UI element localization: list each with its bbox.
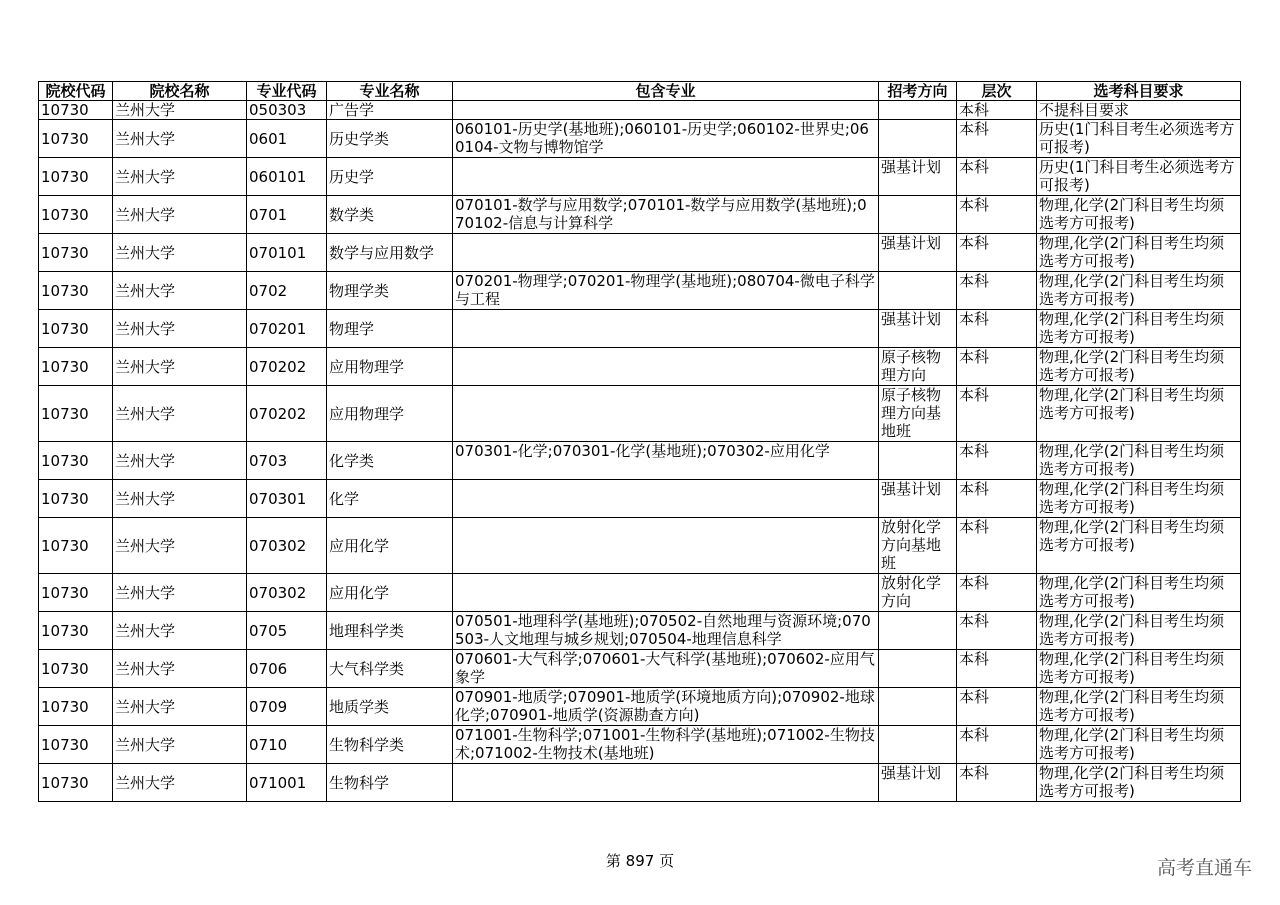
table-header-row [39,82,1241,101]
included-majors-cell [453,101,879,120]
col-header-school-name: 院校名称 [113,82,247,101]
watermark-text: 高考直通车 [1156,857,1252,879]
direction-cell [879,442,957,480]
direction-cell [879,612,957,650]
level-cell: 本科 [957,442,1037,480]
school-code-cell: 10730 [39,574,113,612]
level-cell: 本科 [957,518,1037,574]
included-majors-cell [453,234,879,272]
school-name-cell: 兰州大学 [113,234,247,272]
subject-requirement-cell: 物理,化学(2门科目考生均须选考方可报考) [1037,518,1241,574]
major-code-cell: 060101 [247,158,327,196]
direction-cell: 强基计划 [879,764,957,802]
level-cell: 本科 [957,574,1037,612]
school-name-cell: 兰州大学 [113,310,247,348]
included-majors-cell [453,348,879,386]
school-code-cell: 10730 [39,518,113,574]
subject-requirement-cell: 物理,化学(2门科目考生均须选考方可报考) [1037,726,1241,764]
table-row [39,348,1241,386]
level-cell: 本科 [957,726,1037,764]
major-name-cell: 应用物理学 [327,348,453,386]
major-name-cell: 广告学 [327,101,453,120]
major-name-cell: 应用化学 [327,574,453,612]
direction-cell: 放射化学方向 [879,574,957,612]
major-name-cell: 数学类 [327,196,453,234]
major-code-cell: 070302 [247,518,327,574]
school-name-cell: 兰州大学 [113,348,247,386]
table-row [39,101,1241,120]
table-row [39,480,1241,518]
col-header-major-code: 专业代码 [247,82,327,101]
major-code-cell: 0701 [247,196,327,234]
subject-requirement-cell: 物理,化学(2门科目考生均须选考方可报考) [1037,196,1241,234]
level-cell: 本科 [957,310,1037,348]
included-majors-cell: 070101-数学与应用数学;070101-数学与应用数学(基地班);070102-信息与计算科学 [453,196,879,234]
table-body [39,101,1241,802]
col-header-included-majors: 包含专业 [453,82,879,101]
major-code-cell: 050303 [247,101,327,120]
table-row [39,726,1241,764]
included-majors-cell [453,480,879,518]
school-name-cell: 兰州大学 [113,272,247,310]
major-name-cell: 历史学 [327,158,453,196]
included-majors-cell: 070601-大气科学;070601-大气科学(基地班);070602-应用气象学 [453,650,879,688]
major-name-cell: 物理学 [327,310,453,348]
table-row [39,574,1241,612]
school-code-cell: 10730 [39,688,113,726]
subject-requirement-cell: 物理,化学(2门科目考生均须选考方可报考) [1037,612,1241,650]
included-majors-cell: 070201-物理学;070201-物理学(基地班);080704-微电子科学与工程 [453,272,879,310]
level-cell: 本科 [957,120,1037,158]
included-majors-cell: 070501-地理科学(基地班);070502-自然地理与资源环境;070503-人文地理与城乡规划;070504-地理信息科学 [453,612,879,650]
major-code-cell: 0709 [247,688,327,726]
school-code-cell: 10730 [39,101,113,120]
major-code-cell: 0705 [247,612,327,650]
major-code-cell: 0710 [247,726,327,764]
major-code-cell: 070301 [247,480,327,518]
school-code-cell: 10730 [39,348,113,386]
school-name-cell: 兰州大学 [113,574,247,612]
school-code-cell: 10730 [39,442,113,480]
level-cell: 本科 [957,480,1037,518]
direction-cell: 放射化学方向基地班 [879,518,957,574]
level-cell: 本科 [957,158,1037,196]
school-name-cell: 兰州大学 [113,650,247,688]
school-code-cell: 10730 [39,726,113,764]
table-row [39,196,1241,234]
page-number: 第 897 页 [605,852,675,870]
table-row [39,650,1241,688]
table-row [39,688,1241,726]
school-code-cell: 10730 [39,650,113,688]
major-code-cell: 0703 [247,442,327,480]
table-row [39,158,1241,196]
table-row [39,272,1241,310]
direction-cell [879,101,957,120]
major-code-cell: 070302 [247,574,327,612]
major-code-cell: 071001 [247,764,327,802]
direction-cell: 强基计划 [879,234,957,272]
subject-requirement-cell: 物理,化学(2门科目考生均须选考方可报考) [1037,574,1241,612]
included-majors-cell [453,574,879,612]
school-name-cell: 兰州大学 [113,101,247,120]
direction-cell: 原子核物理方向 [879,348,957,386]
direction-cell: 强基计划 [879,158,957,196]
table-row [39,310,1241,348]
included-majors-cell [453,386,879,442]
school-name-cell: 兰州大学 [113,688,247,726]
level-cell: 本科 [957,101,1037,120]
table-row [39,386,1241,442]
major-name-cell: 地理科学类 [327,612,453,650]
major-name-cell: 物理学类 [327,272,453,310]
col-header-subject-requirement: 选考科目要求 [1037,82,1241,101]
school-code-cell: 10730 [39,480,113,518]
school-code-cell: 10730 [39,310,113,348]
col-header-major-name: 专业名称 [327,82,453,101]
major-code-cell: 070101 [247,234,327,272]
included-majors-cell [453,310,879,348]
major-name-cell: 化学 [327,480,453,518]
direction-cell [879,120,957,158]
direction-cell: 强基计划 [879,480,957,518]
level-cell: 本科 [957,348,1037,386]
included-majors-cell [453,518,879,574]
table-row [39,612,1241,650]
included-majors-cell: 060101-历史学(基地班);060101-历史学;060102-世界史;060104-文物与博物馆学 [453,120,879,158]
subject-requirement-cell: 历史(1门科目考生必须选考方可报考) [1037,158,1241,196]
major-name-cell: 应用化学 [327,518,453,574]
level-cell: 本科 [957,764,1037,802]
school-code-cell: 10730 [39,120,113,158]
table-row [39,120,1241,158]
school-name-cell: 兰州大学 [113,158,247,196]
school-name-cell: 兰州大学 [113,120,247,158]
level-cell: 本科 [957,650,1037,688]
school-name-cell: 兰州大学 [113,480,247,518]
major-code-cell: 070202 [247,348,327,386]
table-row [39,518,1241,574]
direction-cell [879,272,957,310]
level-cell: 本科 [957,272,1037,310]
included-majors-cell: 070901-地质学;070901-地质学(环境地质方向);070902-地球化学;070901-地质学(资源勘查方向) [453,688,879,726]
school-code-cell: 10730 [39,272,113,310]
included-majors-cell [453,764,879,802]
major-name-cell: 化学类 [327,442,453,480]
school-code-cell: 10730 [39,386,113,442]
level-cell: 本科 [957,688,1037,726]
direction-cell [879,196,957,234]
direction-cell [879,726,957,764]
subject-requirement-cell: 历史(1门科目考生必须选考方可报考) [1037,120,1241,158]
col-header-direction: 招考方向 [879,82,957,101]
major-code-cell: 0706 [247,650,327,688]
school-code-cell: 10730 [39,764,113,802]
subject-requirement-cell: 物理,化学(2门科目考生均须选考方可报考) [1037,348,1241,386]
subject-requirement-cell: 物理,化学(2门科目考生均须选考方可报考) [1037,310,1241,348]
major-code-cell: 070201 [247,310,327,348]
direction-cell: 强基计划 [879,310,957,348]
level-cell: 本科 [957,386,1037,442]
subject-requirement-cell: 物理,化学(2门科目考生均须选考方可报考) [1037,480,1241,518]
subject-requirement-cell: 物理,化学(2门科目考生均须选考方可报考) [1037,442,1241,480]
school-name-cell: 兰州大学 [113,726,247,764]
level-cell: 本科 [957,196,1037,234]
col-header-level: 层次 [957,82,1037,101]
major-code-cell: 0702 [247,272,327,310]
major-name-cell: 历史学类 [327,120,453,158]
table-row [39,234,1241,272]
level-cell: 本科 [957,234,1037,272]
col-header-school-code: 院校代码 [39,82,113,101]
school-name-cell: 兰州大学 [113,518,247,574]
subject-requirement-cell: 物理,化学(2门科目考生均须选考方可报考) [1037,650,1241,688]
included-majors-cell: 071001-生物科学;071001-生物科学(基地班);071002-生物技术;071002-生物技术(基地班) [453,726,879,764]
subject-requirement-cell: 不提科目要求 [1037,101,1241,120]
direction-cell [879,688,957,726]
school-name-cell: 兰州大学 [113,612,247,650]
subject-requirement-cell: 物理,化学(2门科目考生均须选考方可报考) [1037,764,1241,802]
major-name-cell: 生物科学 [327,764,453,802]
major-name-cell: 数学与应用数学 [327,234,453,272]
level-cell: 本科 [957,612,1037,650]
major-name-cell: 地质学类 [327,688,453,726]
direction-cell: 原子核物理方向基地班 [879,386,957,442]
subject-requirement-cell: 物理,化学(2门科目考生均须选考方可报考) [1037,234,1241,272]
subject-requirement-cell: 物理,化学(2门科目考生均须选考方可报考) [1037,688,1241,726]
school-name-cell: 兰州大学 [113,386,247,442]
school-code-cell: 10730 [39,196,113,234]
subject-requirement-cell: 物理,化学(2门科目考生均须选考方可报考) [1037,386,1241,442]
school-code-cell: 10730 [39,158,113,196]
included-majors-cell [453,158,879,196]
subject-requirement-cell: 物理,化学(2门科目考生均须选考方可报考) [1037,272,1241,310]
enrollment-table [38,81,1241,802]
major-name-cell: 生物科学类 [327,726,453,764]
school-code-cell: 10730 [39,234,113,272]
school-name-cell: 兰州大学 [113,764,247,802]
direction-cell [879,650,957,688]
table-row [39,764,1241,802]
major-code-cell: 070202 [247,386,327,442]
school-name-cell: 兰州大学 [113,442,247,480]
school-code-cell: 10730 [39,612,113,650]
school-name-cell: 兰州大学 [113,196,247,234]
table-row [39,442,1241,480]
major-code-cell: 0601 [247,120,327,158]
major-name-cell: 应用物理学 [327,386,453,442]
major-name-cell: 大气科学类 [327,650,453,688]
included-majors-cell: 070301-化学;070301-化学(基地班);070302-应用化学 [453,442,879,480]
